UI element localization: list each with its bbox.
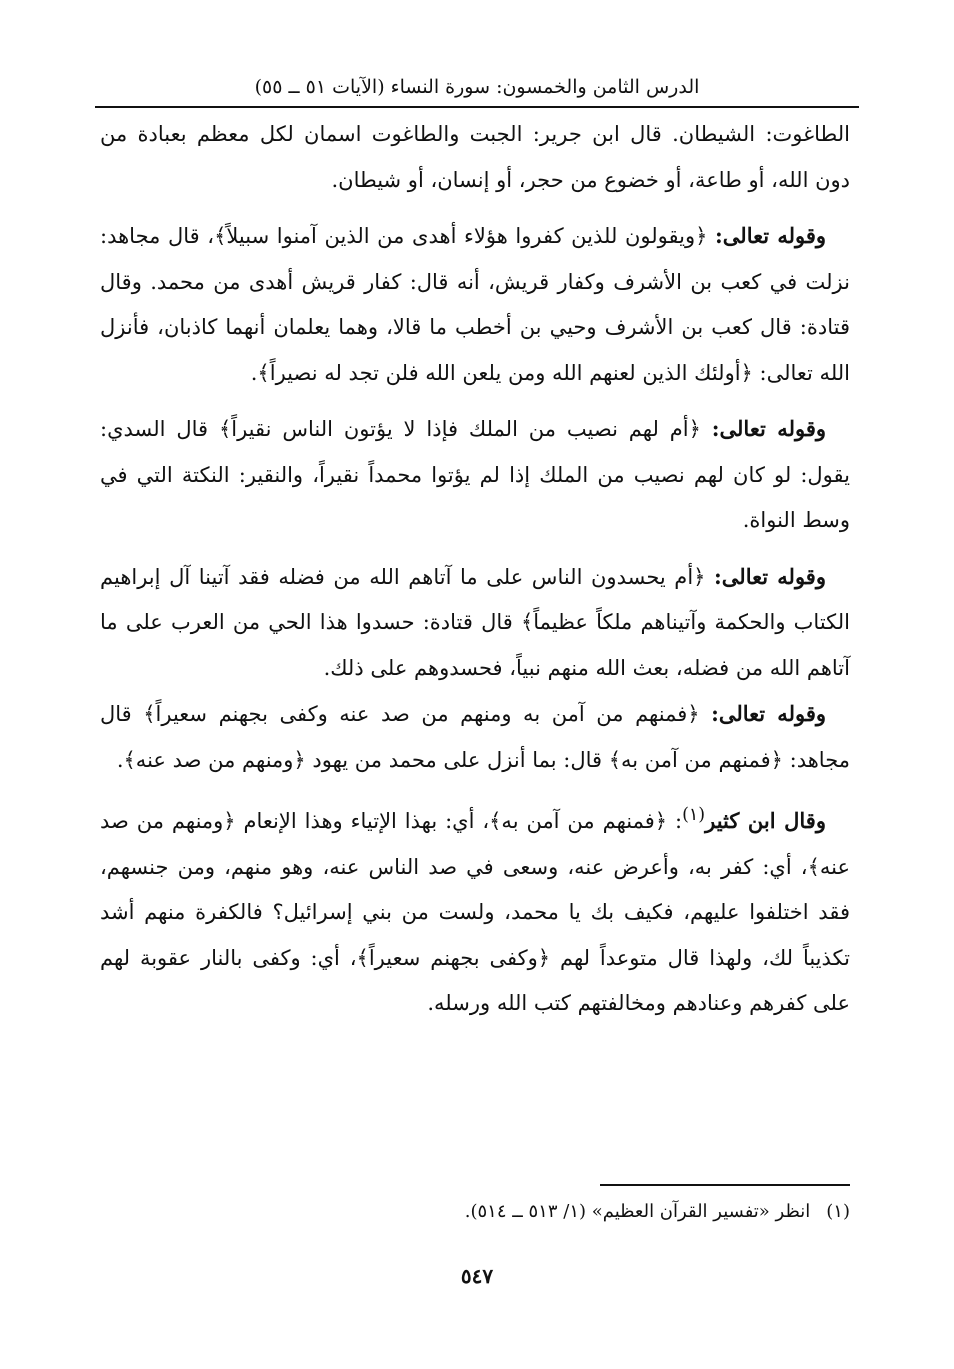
footnote-rule — [600, 1184, 850, 1186]
footnote — [100, 1198, 850, 1226]
paragraph-text: الطاغوت: الشيطان. قال ابن جرير: الجبت والطاغوت اسمان لكل معظم بعبادة من دون الله، أو طاعة، أو خضوع من حجر، أو إنسان، أو شيطان. — [100, 122, 850, 192]
paragraph-text: ﴿أم يحسدون الناس على ما آتاهم الله من فضله فقد آتينا آل إبراهيم الكتاب والحكمة وآتيناهم ملكاً عظيماً﴾ قال قتادة: حسدوا هذا الحي من العرب على ما آتاهم الله من فضله، بعث الله منهم نبياً، فحسدوهم على ذلك. — [100, 564, 850, 680]
paragraph-lead: وقوله تعالى: — [711, 701, 826, 726]
main-text — [100, 112, 850, 1037]
paragraph-lead: وقوله تعالى: — [711, 416, 826, 441]
footnote-text: انظر «تفسير القرآن العظيم» (١/ ٥١٣ ــ ٥١٤). — [464, 1201, 811, 1222]
paragraph-lead: وقوله تعالى: — [715, 223, 827, 248]
page-number: ٥٤٧ — [460, 1264, 494, 1288]
running-header: الدرس الثامن والخمسون: سورة النساء (الآيات ٥١ ــ ٥٥) — [254, 76, 700, 98]
footnote-number: (١) — [826, 1201, 850, 1222]
paragraph-text: ﴿أم لهم نصيب من الملك فإذا لا يؤتون الناس نقيراً﴾ قال السدي: يقول: لو كان لهم نصيب من الملك إذا لم يؤتوا محمداً نقيراً، والنقير: النكتة التي في وسط النواة. — [100, 417, 850, 532]
paragraph-text: ﴿فمنهم من آمن به ومنهم من صد عنه وكفى بجهنم سعيراً﴾ قال مجاهد: ﴿فمنهم من آمن به﴾ قال: بما أنزل على محمد من يهود ﴿ومنهم من صد عنه﴾. — [100, 702, 850, 772]
paragraph — [100, 213, 850, 396]
paragraph-text: : ﴿فمنهم من آمن به﴾، أي: بهذا الإتياء وهذا الإنعام ﴿ومنهم من صد عنه﴾، أي: كفر به، وأعرض عنه، وسعى في صد الناس عنه، وهو منهم، ومن جنسهم، فقد اختلفوا عليهم، فكيف بك يا محمد، ولست من بني إسرائيل؟ فالكفرة منهم أشد تكذيباً لك، ولهذا قال متوعداً لهم ﴿وكفى بجهنم سعيراً﴾، أي: وكفى بالنار عقوبة لهم على كفرهم وعنادهم ومخالفتهم كتب الله ورسله. — [100, 809, 850, 1015]
paragraph — [100, 406, 850, 544]
paragraph — [100, 554, 850, 692]
paragraph-lead: وقوله تعالى: — [714, 563, 826, 589]
header-rule — [95, 106, 859, 108]
paragraph-lead: وقال ابن كثير — [705, 808, 826, 833]
paragraph — [100, 793, 850, 1027]
paragraph-text: ﴿ويقولون للذين كفروا هؤلاء أهدى من الذين آمنوا سبيلاً﴾، قال مجاهد: نزلت في كعب بن الأشرف وكفار قريش، أنه قال: كفار قريش أهدى من محمد. وقال قتادة: قال كعب بن الأشرف وحيي بن أخطب ما قالا، وهما يعلمان أنهما كاذبان، فأنزل الله تعالى: ﴿أولئك الذين لعنهم الله ومن يلعن الله فلن تجد له نصيراً﴾. — [100, 224, 850, 385]
footnote-reference: (١) — [682, 805, 706, 825]
paragraph — [100, 112, 850, 203]
paragraph — [100, 691, 850, 783]
